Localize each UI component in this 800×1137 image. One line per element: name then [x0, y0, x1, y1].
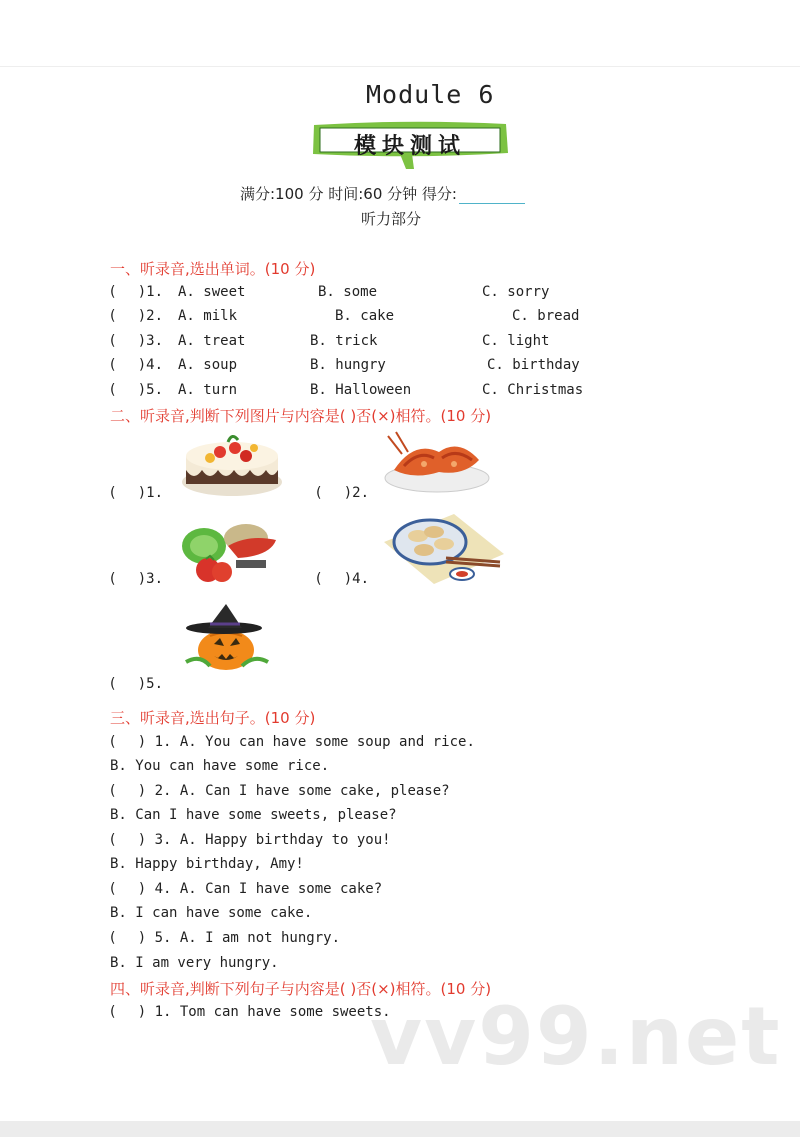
option-b: B. some	[318, 284, 378, 300]
question-text: ) 4. A. Can I have some cake?	[137, 881, 383, 897]
answer-paren[interactable]: (	[110, 357, 138, 373]
item-number: )3.	[137, 333, 164, 349]
s3-item-2-b: B. Can I have some sweets, please?	[110, 807, 397, 823]
banner-text: 模块测试	[353, 134, 466, 159]
answer-paren[interactable]: (	[110, 783, 138, 799]
answer-paren[interactable]: (	[110, 284, 138, 300]
score-blank[interactable]	[459, 187, 525, 204]
item-number: )2.	[137, 308, 164, 324]
s2-item-4	[316, 571, 369, 587]
item-number: )1.	[137, 485, 164, 501]
item-number: )4.	[137, 357, 164, 373]
option-b: B. cake	[335, 308, 395, 324]
s1-row-1	[110, 284, 163, 300]
answer-paren[interactable]: (	[110, 382, 138, 398]
title-banner	[310, 119, 510, 171]
item-number: )3.	[137, 571, 164, 587]
s3-item-1-b: B. You can have some rice.	[110, 758, 330, 774]
s3-item-5-b: B. I am very hungry.	[110, 955, 279, 971]
answer-paren[interactable]: (	[110, 485, 138, 501]
s2-item-1	[110, 485, 163, 501]
question-text: ) 3. A. Happy birthday to you!	[137, 832, 391, 848]
option-c: C. bread	[512, 308, 580, 324]
item-number: )4.	[343, 571, 370, 587]
page-title: Module 6	[366, 80, 495, 109]
option-b: B. Halloween	[310, 382, 412, 398]
page-bottom-margin	[0, 1121, 800, 1137]
s3-item-4-a	[110, 881, 382, 897]
option-c: C. Christmas	[482, 382, 584, 398]
option-a: A. soup	[178, 357, 238, 373]
option-b: B. trick	[310, 333, 378, 349]
answer-paren[interactable]: (	[110, 676, 138, 692]
s3-item-1-a	[110, 734, 475, 750]
s3-item-3-a	[110, 832, 391, 848]
item-number: )2.	[343, 485, 370, 501]
option-c: C. sorry	[482, 284, 550, 300]
answer-paren[interactable]: (	[110, 1004, 138, 1020]
answer-paren[interactable]: (	[110, 832, 138, 848]
option-c: C. light	[482, 333, 550, 349]
option-a: A. sweet	[178, 284, 246, 300]
question-text: ) 5. A. I am not hungry.	[137, 930, 341, 946]
item-number: )5.	[137, 676, 164, 692]
s3-item-5-a	[110, 930, 340, 946]
option-a: A. treat	[178, 333, 246, 349]
answer-paren[interactable]: (	[316, 571, 344, 587]
cake-image	[180, 430, 285, 504]
pumpkin-image	[180, 604, 272, 676]
s4-item-1	[110, 1004, 391, 1020]
s2-item-2	[316, 485, 369, 501]
section2-heading: 二、听录音,判断下列图片与内容是( )否(×)相符。(10 分)	[110, 407, 492, 425]
answer-paren[interactable]: (	[110, 333, 138, 349]
answer-paren[interactable]: (	[110, 571, 138, 587]
option-b: B. hungry	[310, 357, 386, 373]
answer-paren[interactable]: (	[110, 881, 138, 897]
watermark: vv99.net	[370, 990, 782, 1083]
item-number: )1.	[137, 284, 164, 300]
answer-paren[interactable]: (	[110, 734, 138, 750]
option-c: C. birthday	[487, 357, 580, 373]
score-text: 满分:100 分 时间:60 分钟 得分:	[240, 185, 457, 203]
s1-row-5	[110, 382, 163, 398]
s1-row-4	[110, 357, 163, 373]
s1-row-2	[110, 308, 163, 324]
page-top-margin	[0, 0, 800, 66]
section4-heading: 四、听录音,判断下列句子与内容是( )否(×)相符。(10 分)	[110, 980, 492, 998]
answer-paren[interactable]: (	[110, 308, 138, 324]
section1-heading: 一、听录音,选出单词。(10 分)	[110, 260, 316, 278]
shrimp-image	[384, 430, 490, 500]
score-line	[240, 183, 525, 204]
vegetables-image	[178, 516, 284, 588]
item-number: )5.	[137, 382, 164, 398]
s3-item-2-a	[110, 783, 450, 799]
part-title: 听力部分	[361, 210, 422, 228]
s2-item-5	[110, 676, 163, 692]
section3-heading: 三、听录音,选出句子。(10 分)	[110, 709, 316, 727]
s1-row-3	[110, 333, 163, 349]
page-divider	[0, 66, 800, 67]
s2-item-3	[110, 571, 163, 587]
s3-item-3-b: B. Happy birthday, Amy!	[110, 856, 304, 872]
option-a: A. milk	[178, 308, 238, 324]
answer-paren[interactable]: (	[110, 930, 138, 946]
dumplings-image	[384, 514, 504, 590]
question-text: ) 2. A. Can I have some cake, please?	[137, 783, 450, 799]
answer-paren[interactable]: (	[316, 485, 344, 501]
question-text: ) 1. A. You can have some soup and rice.	[137, 734, 475, 750]
s3-item-4-b: B. I can have some cake.	[110, 905, 313, 921]
option-a: A. turn	[178, 382, 238, 398]
statement-text: ) 1. Tom can have some sweets.	[137, 1004, 391, 1020]
